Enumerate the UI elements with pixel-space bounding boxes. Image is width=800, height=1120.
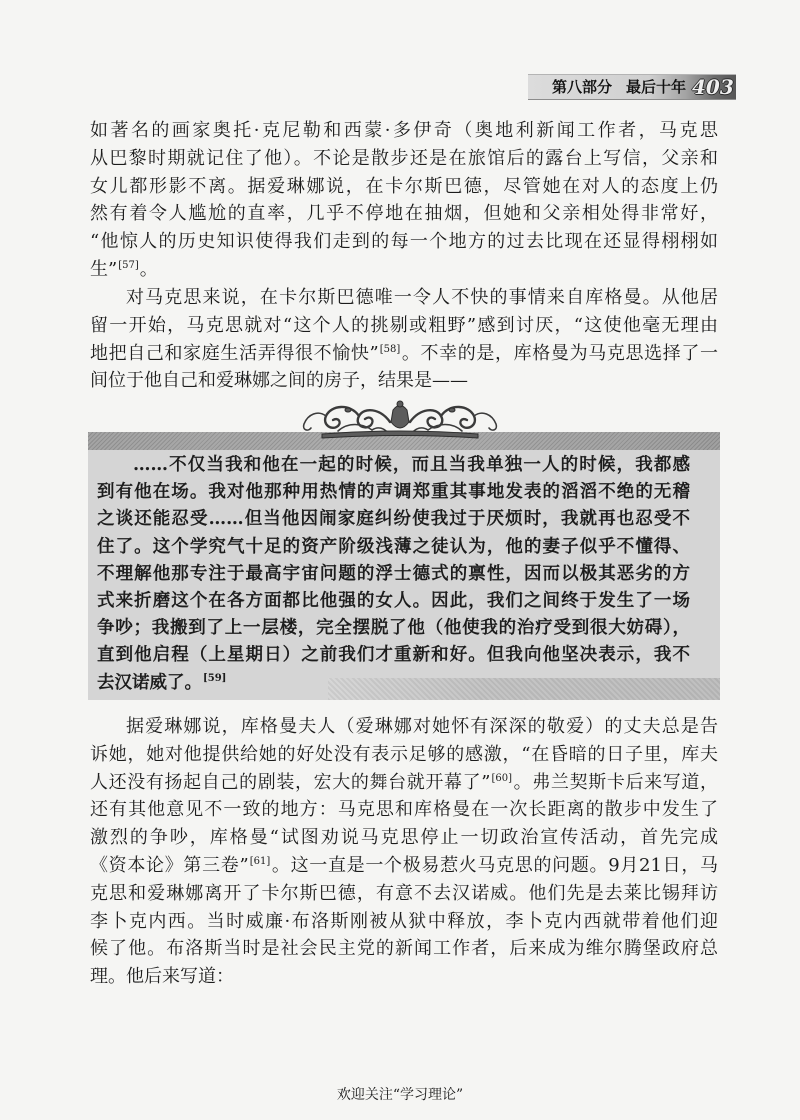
text-run: 《资本论》第三卷” [90, 854, 249, 876]
text-run: 人还没有扬起自己的剧装，宏大的舞台就开幕了” [90, 771, 491, 793]
text-line [90, 367, 718, 395]
paragraph-3 [90, 713, 718, 991]
footnote-ref: [57] [118, 259, 139, 271]
text-line [97, 479, 690, 506]
text-run: 地把自己和家庭生活弄得很不愉快” [90, 342, 379, 364]
text-line [90, 340, 718, 368]
footnote-ref: [61] [249, 855, 271, 867]
ornament-tail [304, 413, 326, 430]
text-run: 直到他启程（上星期日）之前我们才重新和好。但我向他坚决表示，我不 [97, 645, 690, 666]
text-line [90, 256, 718, 284]
ornament-bead [449, 408, 455, 412]
ornament-left [304, 407, 390, 433]
footnote-ref: [58] [379, 343, 401, 355]
text-line [90, 117, 718, 145]
text-run: 诉她，她对他提供给她的好处没有表示足够的感激，“在昏暗的日子里，库夫 [90, 743, 718, 765]
text-line [97, 506, 690, 533]
quote-text [97, 452, 690, 697]
ornament-leaf [428, 425, 462, 432]
ornament-tail [474, 413, 496, 430]
ornament-base [322, 431, 478, 438]
text-run: 式来折磨这个在各方面都比他强的女人。因此，我们之间终于发生了一场 [97, 590, 690, 611]
text-run: 生” [90, 258, 118, 280]
text-run: 激烈的争吵，库格曼“试图劝说马克思停止一切政治宣传活动，首先完成 [90, 827, 718, 849]
text-line [90, 963, 718, 991]
text-run: 对马克思来说，在卡尔斯巴德唯一令人不快的事情来自库格曼。从他居 [126, 287, 718, 308]
text-line [90, 284, 718, 312]
text-line [90, 741, 718, 769]
text-line [90, 713, 718, 741]
text-run: 据爱琳娜说，库格曼夫人（爱琳娜对她怀有深深的敬爱）的丈夫总是告 [126, 716, 718, 737]
text-line [97, 561, 690, 588]
text-run: “他惊人的历史知识使得我们走到的每一个地方的过去比现在还显得栩栩如 [90, 231, 718, 253]
text-run: 住了。这个学究气十足的资产阶级浅薄之徒认为，他的妻子似乎不懂得、 [97, 536, 690, 557]
ornament-leaf [338, 425, 372, 432]
paragraph-1 [90, 117, 718, 284]
text-line [97, 642, 690, 669]
text-run: 间位于他自己和爱琳娜之间的房子，结果是—— [90, 370, 468, 392]
page-footer: 欢迎关注“学习理论” [336, 1087, 464, 1103]
text-run: 。 [139, 258, 158, 280]
text-line [90, 908, 718, 936]
text-run: 克思和爱琳娜离开了卡尔斯巴德，有意不去汉诺威。他们先是去莱比锡拜访 [90, 882, 718, 904]
text-run: 不理解他那专注于最高宇宙问题的浮士德式的禀性，因而以极其恶劣的方 [97, 563, 690, 584]
text-line [90, 228, 718, 256]
text-run: 理。他后来写道： [90, 966, 234, 988]
ornament [298, 398, 502, 442]
text-run: 然有着令人尴尬的直率，几乎不停地在抽烟，但她和父亲相处得非常好， [90, 203, 718, 225]
page-number: 403 [692, 75, 734, 99]
ornament-right [410, 407, 496, 433]
text-run: 。不幸的是，库格曼为马克思选择了一 [401, 342, 718, 364]
text-line [97, 588, 690, 615]
ornament-bead [345, 408, 351, 412]
text-run: 。弗兰契斯卡后来写道， [513, 771, 718, 793]
paragraph-2 [90, 284, 718, 395]
text-run: 争吵；我搬到了上一层楼，完全摆脱了他（他使我的治疗受到很大妨碍）， [97, 618, 690, 639]
text-run: 。这一直是一个极易惹火马克思的问题。9月21日，马 [271, 854, 719, 876]
text-line [90, 935, 718, 963]
footnote-ref: [59] [203, 672, 227, 684]
footnote-ref: [60] [491, 772, 513, 784]
text-line [90, 173, 718, 201]
ornament-center [391, 406, 409, 429]
text-line [97, 534, 690, 561]
text-run: 留一开始，马克思就对“这个人的挑剔或粗野”感到讨厌，“这使他毫无理由 [90, 314, 718, 336]
text-run: 候了他。布洛斯当时是社会民主党的新闻工作者，后来成为维尔腾堡政府总 [90, 938, 718, 960]
text-line [90, 852, 718, 880]
text-run: 到有他在场。我对他那种用热情的声调郑重其事地发表的滔滔不绝的无稽 [97, 482, 690, 503]
text-line [97, 670, 690, 697]
section-title: 最后十年 [626, 78, 687, 96]
text-run: 去汉诺威了。 [97, 672, 202, 693]
running-header [528, 74, 736, 100]
text-run: 李卜克内西。当时威廉·布洛斯刚被从狱中释放，李卜克内西就带着他们迎 [90, 910, 718, 932]
text-run: 如著名的画家奥托·克尼勒和西蒙·多伊奇（奥地利新闻工作者，马克思 [90, 120, 718, 141]
part-label: 第八部分 [552, 78, 613, 96]
text-line [90, 880, 718, 908]
text-line [90, 769, 718, 797]
ornament-finial [397, 401, 403, 407]
text-run: ……不仅当我和他在一起的时候，而且当我单独一人的时候，我都感 [133, 455, 690, 475]
text-line [90, 200, 718, 228]
text-run: 女儿都形影不离。据爱琳娜说，在卡尔斯巴德，尽管她在对人的态度上仍 [90, 175, 718, 197]
text-run: 之谈还能忍受……但当他因闹家庭纠纷使我过于厌烦时，我就再也忍受不 [97, 509, 690, 530]
block-quote [88, 432, 720, 700]
text-line [90, 796, 718, 824]
text-line [90, 145, 718, 173]
text-line [90, 312, 718, 340]
text-run: 从巴黎时期就记住了他）。不论是散步还是在旅馆后的露台上写信，父亲和 [90, 147, 718, 169]
text-line [90, 824, 718, 852]
text-line [97, 615, 690, 642]
text-run: 还有其他意见不一致的地方：马克思和库格曼在一次长距离的散步中发生了 [90, 799, 718, 821]
text-line [97, 452, 690, 479]
